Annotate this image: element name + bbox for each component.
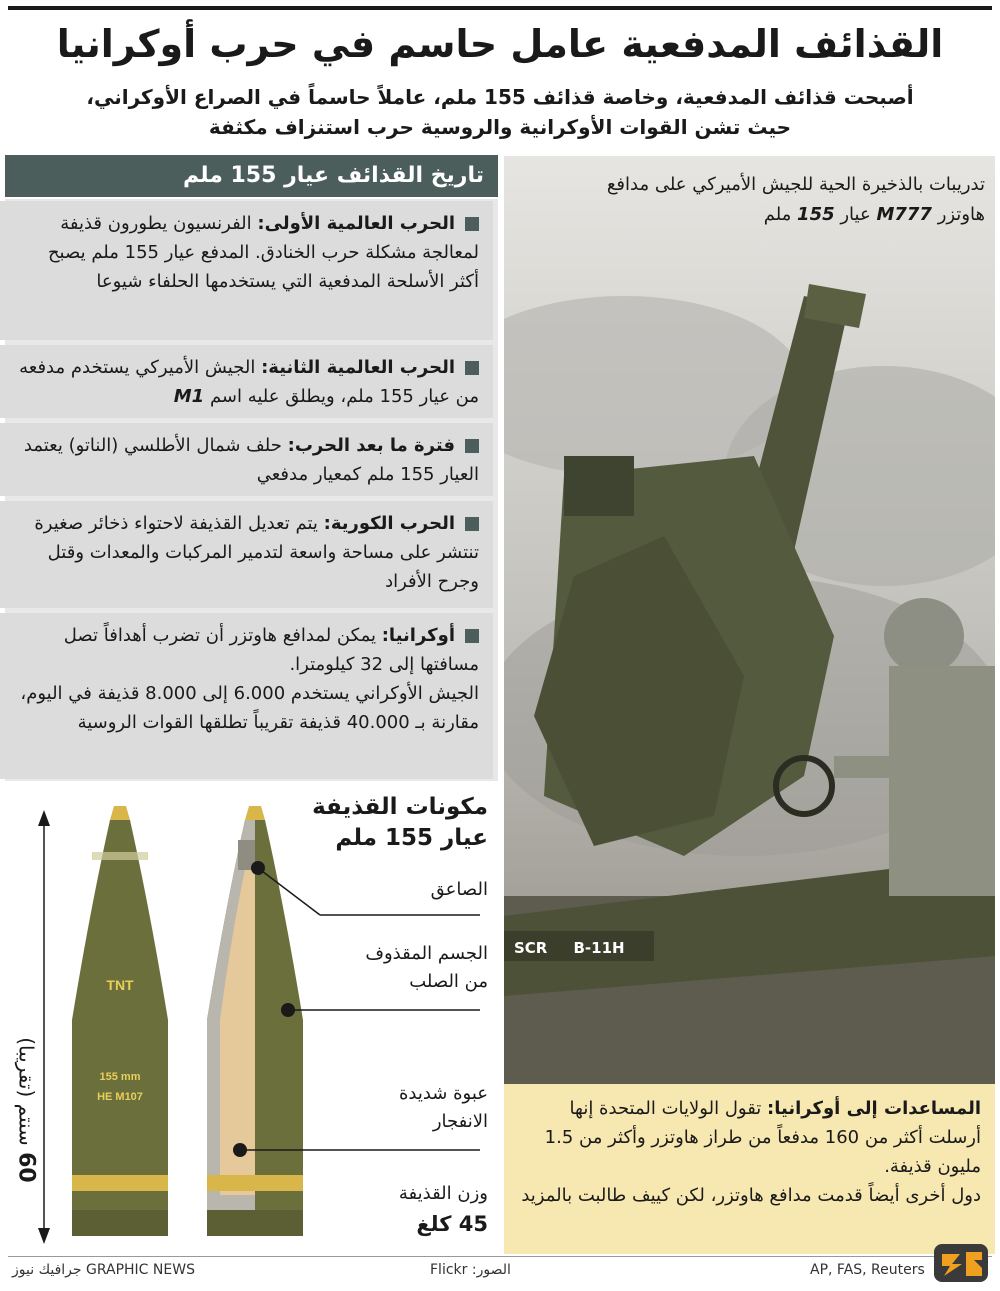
label-body-line-2: من الصلب — [409, 971, 488, 992]
credit-sources: AP, FAS, Reuters — [810, 1262, 925, 1278]
fuze-pointer-icon — [251, 861, 265, 875]
entry-text-2: الجيش الأوكراني يستخدم 6.000 إلى 8.000 قذيفة في اليوم، مقارنة بـ 40.000 قذيفة تقريباً تطلقها القوات الروسية — [20, 683, 479, 733]
credit-photos: الصور: Flickr — [430, 1262, 511, 1278]
entry-text: حلف شمال الأطلسي (الناتو) يعتمد العيار 155 ملم كمعيار مدفعي — [23, 435, 479, 485]
label-fuze: الصاعق — [430, 879, 488, 900]
shell-label-model: HE M107 — [97, 1091, 143, 1103]
shell-label-calibre: 155 mm — [99, 1071, 141, 1083]
bullet-square-icon — [465, 439, 479, 453]
bullet-square-icon — [465, 517, 479, 531]
subtitle-line-1: أصبحت قذائف المدفعية، وخاصة قذائف 155 ملم، عاملاً حاسماً في الصراع الأوكراني، — [86, 85, 914, 109]
entry-label: فترة ما بعد الحرب: — [287, 435, 455, 456]
body-pointer-icon — [281, 1003, 295, 1017]
label-weight: وزن القذيفة — [398, 1183, 488, 1204]
history-entry-ww1 — [0, 201, 493, 340]
caption-word: هاوتزر — [937, 204, 985, 225]
length-value: 60 — [13, 1152, 39, 1183]
entry-label: الحرب العالمية الثانية: — [261, 357, 455, 378]
components-title-line-2: عيار 155 ملم — [335, 825, 488, 851]
caption-calibre: 155 — [797, 204, 835, 225]
length-label — [8, 1037, 44, 1183]
history-entry-ww2 — [0, 345, 493, 418]
entry-model: M1 — [173, 386, 205, 407]
caption-model: M777 — [876, 204, 932, 225]
length-arrow-top-icon — [38, 810, 50, 826]
label-charge-line-2: الانفجار — [432, 1111, 488, 1132]
bullet-square-icon — [465, 361, 479, 375]
howitzer-photo — [504, 156, 995, 1084]
howitzer-stencil: SCR B-11H — [514, 939, 625, 957]
charge-pointer-icon — [233, 1143, 247, 1157]
length-unit: سنتم (تقريبا) — [14, 1037, 39, 1146]
aid-text-1: تقول الولايات المتحدة إنها أرسلت أكثر من 160 مدفعاً من طراز هاوتزر وأكثر من 1.5 مليون قذيفة. — [544, 1098, 981, 1177]
subtitle-line-2: حيث تشن القوات الأوكرانية والروسية حرب استنزاف مكثفة — [208, 115, 792, 139]
entry-label: الحرب الكورية: — [323, 513, 455, 534]
page-title: القذائف المدفعية عامل حاسم في حرب أوكرانيا — [56, 22, 944, 66]
shell-diagram — [0, 790, 500, 1250]
shell-exterior — [72, 806, 168, 1236]
components-title-line-1: مكونات القذيفة — [312, 794, 488, 820]
subtitle — [60, 82, 940, 142]
history-heading: تاريخ القذائف عيار 155 ملم — [5, 155, 498, 197]
caption-word: عيار — [840, 204, 871, 225]
history-entry-ukraine — [0, 613, 493, 779]
aid-box — [504, 1084, 995, 1254]
history-entry-korea — [0, 501, 493, 608]
caption-line-1: تدريبات بالذخيرة الحية للجيش الأميركي على مدافع — [606, 174, 985, 195]
credit-graphic-news: GRAPHIC NEWS جرافيك نيوز — [12, 1262, 195, 1278]
shell-label-tnt: TNT — [106, 977, 134, 993]
entry-text: يتم تعديل القذيفة لاحتواء ذخائر صغيرة تنتشر على مساحة واسعة لتدمير المركبات والمعدات وقتل وجرح الأفراد — [34, 513, 479, 592]
entry-text: الجيش الأميركي يستخدم مدفعه من عيار 155 ملم، ويطلق عليه اسم — [19, 357, 479, 407]
caption-line-2 — [525, 200, 985, 230]
weight-value: 45 كلغ — [416, 1212, 488, 1236]
publisher-logo-icon — [930, 1240, 992, 1286]
label-charge-line-1: عبوة شديدة — [398, 1083, 488, 1104]
entry-text: الفرنسيون يطورون قذيفة لمعالجة مشكلة حرب الخنادق. المدفع عيار 155 ملم يصبح أكثر الأسلحة المدفعية التي يستخدمها الحلفاء شيوعا — [47, 213, 479, 292]
caption-word: ملم — [763, 204, 792, 225]
top-rule — [8, 6, 992, 10]
aid-text-2: دول أخرى أيضاً قدمت مدافع هاوتزر، لكن كييف طالبت بالمزيد — [521, 1185, 981, 1206]
bullet-square-icon — [465, 217, 479, 231]
aid-label: المساعدات إلى أوكرانيا: — [767, 1098, 981, 1119]
entry-label: الحرب العالمية الأولى: — [257, 213, 455, 234]
history-entry-postwar — [0, 423, 493, 496]
footer-rule — [8, 1256, 992, 1257]
entry-text: يمكن لمدافع هاوتزر أن تضرب أهدافاً تصل مسافتها إلى 32 كيلومترا. — [63, 625, 479, 675]
length-arrow-bottom-icon — [38, 1228, 50, 1244]
label-body-line-1: الجسم المقذوف — [365, 943, 488, 964]
entry-label: أوكرانيا: — [381, 625, 455, 646]
photo-caption — [525, 170, 985, 230]
bullet-square-icon — [465, 629, 479, 643]
